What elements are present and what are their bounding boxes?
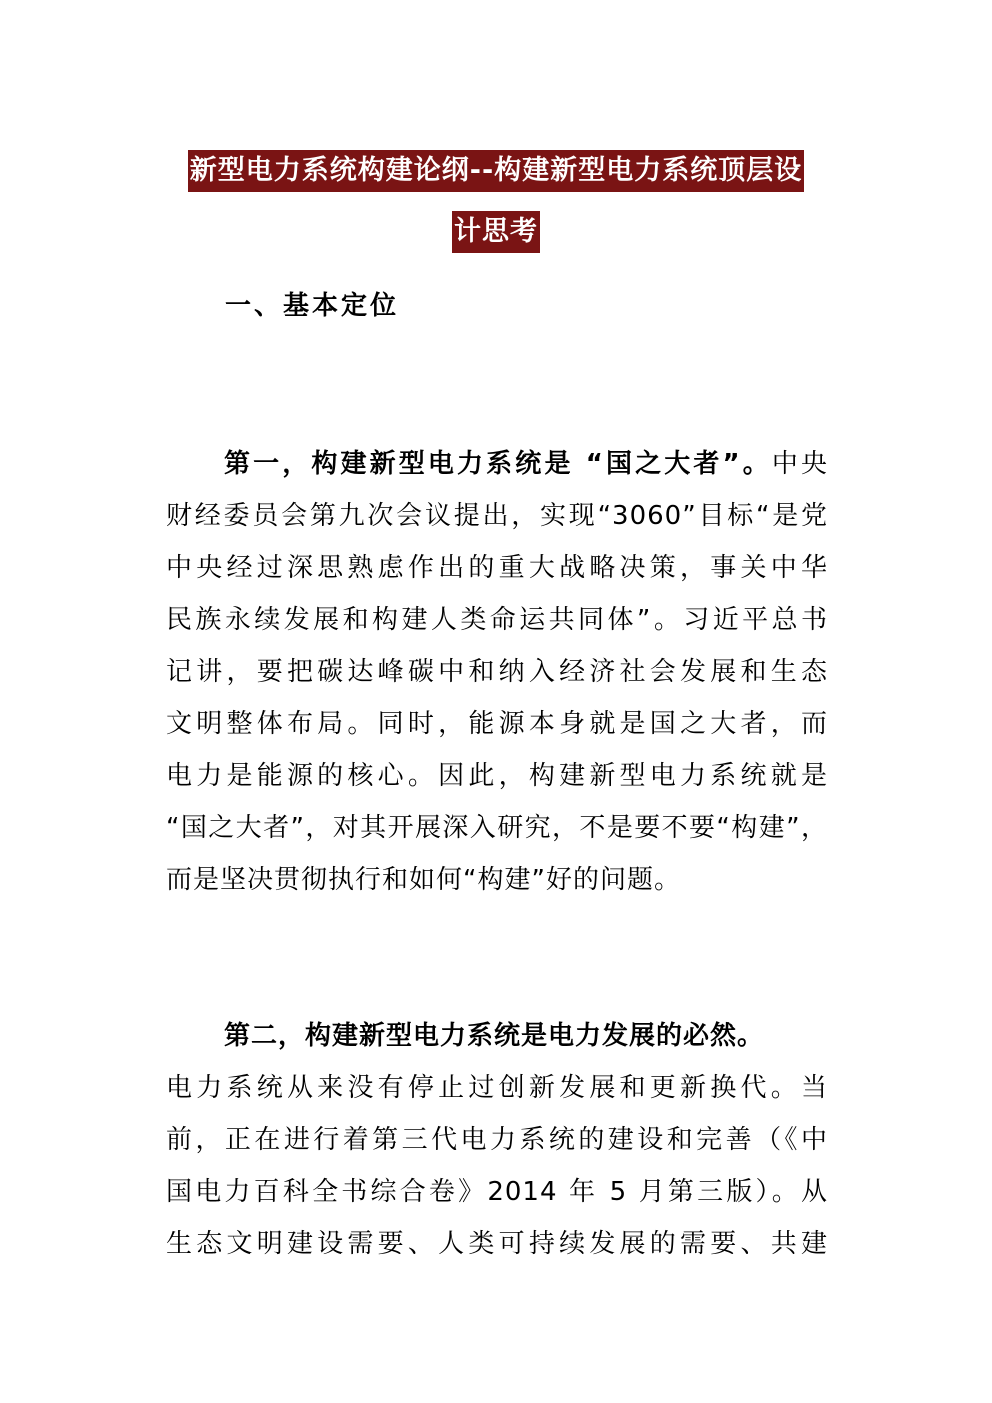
paragraph-1-line-9: 而是坚决贯彻执行和如何“构建”好的问题。 bbox=[166, 865, 681, 895]
paragraph-1-line-8: “国之大者”，对其开展深入研究，不是要不要“构建”， bbox=[166, 813, 828, 843]
section-heading: 一、基本定位 bbox=[225, 291, 400, 321]
paragraph-2-line-3: 前，正在进行着第三代电力系统的建设和完善（《中 bbox=[166, 1125, 828, 1155]
paragraph-1-line-4: 民族永续发展和构建人类命运共同体”。习近平总书 bbox=[166, 605, 828, 635]
title-line-1: 新型电力系统构建论纲--构建新型电力系统顶层设 bbox=[188, 150, 804, 192]
paragraph-2 bbox=[166, 1010, 828, 1270]
title-line-2: 计思考 bbox=[452, 211, 540, 253]
paragraph-1-lead: 第一，构建新型电力系统是 “国之大者”。 bbox=[224, 449, 772, 479]
document-title bbox=[165, 150, 827, 253]
paragraph-2-line-4: 国电力百科全书综合卷》2014 年 5 月第三版）。从 bbox=[166, 1177, 828, 1207]
paragraph-1-line-6: 文明整体布局。同时，能源本身就是国之大者，而 bbox=[166, 709, 828, 739]
paragraph-1 bbox=[166, 438, 828, 906]
paragraph-2-line-5: 生态文明建设需要、人类可持续发展的需要、共建 bbox=[166, 1229, 828, 1259]
paragraph-2-lead-text: 第二，构建新型电力系统是电力发展的必然。 bbox=[224, 1021, 765, 1051]
paragraph-1-line-3: 中央经过深思熟虑作出的重大战略决策，事关中华 bbox=[166, 553, 828, 583]
paragraph-1-line-1 bbox=[166, 438, 828, 490]
paragraph-2-line-2: 电力系统从来没有停止过创新发展和更新换代。当 bbox=[166, 1073, 828, 1103]
paragraph-1-line-2: 财经委员会第九次会议提出，实现“3060”目标“是党 bbox=[166, 501, 828, 531]
paragraph-1-line-7: 电力是能源的核心。因此，构建新型电力系统就是 bbox=[166, 761, 828, 791]
paragraph-2-lead bbox=[166, 1010, 828, 1062]
paragraph-1-line-1-text: 中央 bbox=[771, 449, 828, 479]
paragraph-1-line-5: 记讲，要把碳达峰碳中和纳入经济社会发展和生态 bbox=[166, 657, 828, 687]
